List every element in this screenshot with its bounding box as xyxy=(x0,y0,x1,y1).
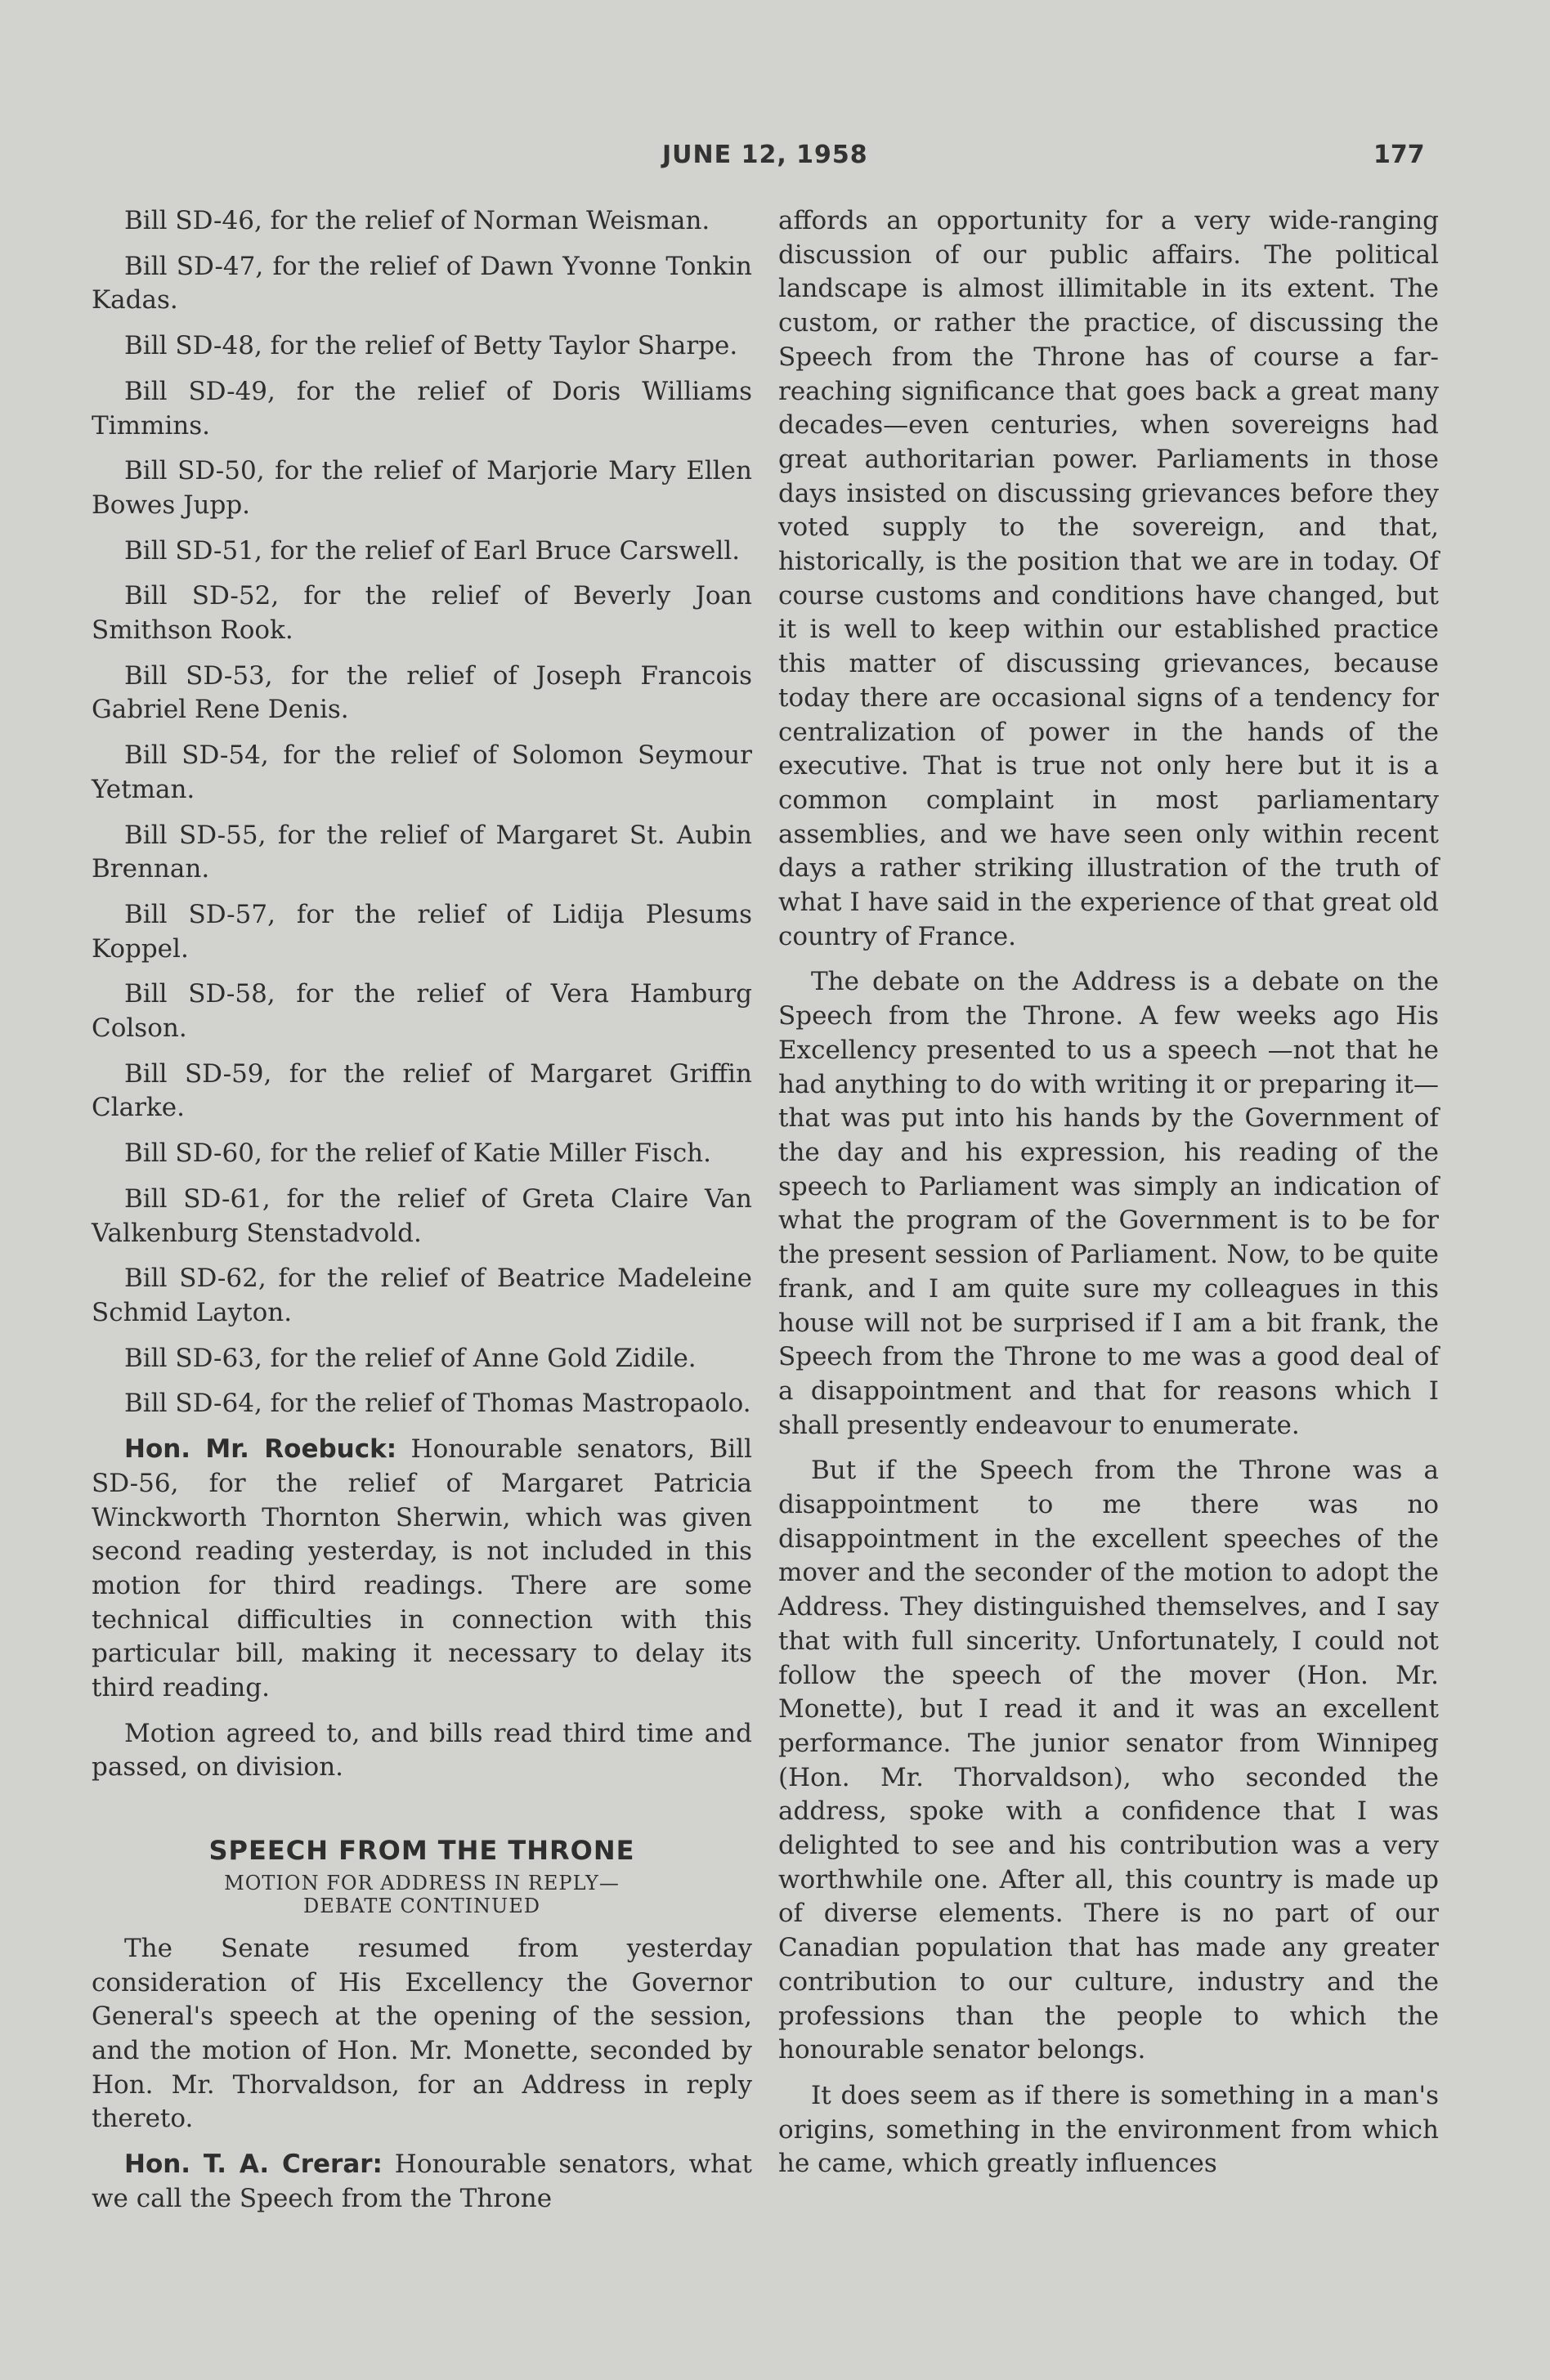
bill-item: Bill SD-49, for the relief of Doris Williams Timmins. xyxy=(92,376,752,441)
bill-item: Bill SD-46, for the relief of Norman Weisman. xyxy=(124,206,710,235)
senate-resumed-paragraph: The Senate resumed from yesterday consideration of His Excellency the Governor General's speech at the opening of the session, and the motion of Hon. Mr. Monette, seconded by Hon. Mr. Thorvaldson, for an Address in reply thereto. xyxy=(92,1933,752,2134)
bill-item: Bill SD-63, for the relief of Anne Gold Zidile. xyxy=(124,1343,697,1373)
bill-item: Bill SD-58, for the relief of Vera Hamburg Colson. xyxy=(92,979,752,1044)
body-paragraph: It does seem as if there is something in a man's origins, something in the environment from which he came, which greatly influences xyxy=(778,2080,1439,2179)
bill-item: Bill SD-50, for the relief of Marjorie Mary Ellen Bowes Jupp. xyxy=(92,456,752,520)
page-header xyxy=(0,141,1550,181)
bill-item: Bill SD-59, for the relief of Margaret Griffin Clarke. xyxy=(92,1058,752,1123)
speaker-name: Hon. Mr. Roebuck: xyxy=(124,1434,397,1465)
bill-item: Bill SD-61, for the relief of Greta Claire Van Valkenburg Stenstadvold. xyxy=(92,1183,752,1248)
bill-item: Bill SD-48, for the relief of Betty Taylor Sharpe. xyxy=(124,331,738,361)
bill-item: Bill SD-51, for the relief of Earl Bruce Carswell. xyxy=(124,535,741,566)
roebuck-paragraph xyxy=(92,1433,752,1706)
bill-item: Bill SD-64, for the relief of Thomas Mastropaolo. xyxy=(124,1389,751,1419)
left-column xyxy=(92,204,752,2227)
section-subtitle-line: DEBATE CONTINUED xyxy=(302,1894,541,1917)
bill-item: Bill SD-62, for the relief of Beatrice Madeleine Schmid Layton. xyxy=(92,1264,752,1327)
speech-text: Honourable senators, Bill SD-56, for the relief of Margaret Patricia Winckworth Thornton Sherwin, which was given second reading yesterday, is not included in this motion for third readings. There are some technical difficulties in connection with this particular bill, making it necessary to delay its third reading. xyxy=(92,1434,752,1703)
bill-item: Bill SD-54, for the relief of Solomon Seymour Yetman. xyxy=(92,740,752,804)
bill-item: Bill SD-57, for the relief of Lidija Plesums Koppel. xyxy=(92,899,752,964)
header-date: JUNE 12, 1958 xyxy=(662,141,868,169)
body-paragraph: The debate on the Address is a debate on the Speech from the Throne. A few weeks ago His Excellency presented to us a speech —not that he had anything to do with writing it or preparing it—that was put into his hands by the Government of the day and his expression, his reading of the speech to Parliament was simply an indication of what the program of the Government is to be for the present session of Parliament. Now, to be quite frank, and I am quite sure my colleagues in this house will not be surprised if I am a bit frank, the Speech from the Throne to me was a good deal of a disappointment and that for reasons which I shall presently endeavour to enumerate. xyxy=(778,967,1439,1440)
bill-item: Bill SD-52, for the relief of Beverly Joan Smithson Rook. xyxy=(92,581,752,646)
bill-item: Bill SD-47, for the relief of Dawn Yvonne Tonkin Kadas. xyxy=(92,251,752,315)
bill-item: Bill SD-60, for the relief of Katie Miller Fisch. xyxy=(124,1139,711,1169)
crerar-paragraph xyxy=(92,2148,752,2216)
speaker-name: Hon. T. A. Crerar: xyxy=(124,2150,383,2180)
right-column xyxy=(778,204,1439,2193)
speech-text: Honourable senators, what we call the Speech from the Throne xyxy=(92,2150,752,2213)
section-title: SPEECH FROM THE THRONE xyxy=(208,1835,635,1867)
bill-item: Bill SD-53, for the relief of Joseph Francois Gabriel Rene Denis. xyxy=(92,660,752,725)
section-subtitle xyxy=(92,1872,752,1917)
body-paragraph: But if the Speech from the Throne was a disappointment to me there was no disappointment in the excellent speeches of the mover and the seconder of the motion to adopt the Address. They distinguished themselves, and I say that with full sincerity. Unfortunately, I could not follow the speech of the mover (Hon. Mr. Monette), but I read it and it was an excellent performance. The junior senator from Winnipeg (Hon. Mr. Thorvaldson), who seconded the address, spoke with a confidence that I was delighted to see and his contribution was a very worthwhile one. After all, this country is made up of diverse elements. There is no part of our Canadian population that has made any greater contribution to our culture, industry and the professions than the people to which the honourable senator belongs. xyxy=(778,1456,1439,2065)
motion-agreed-paragraph: Motion agreed to, and bills read third time and passed, on division. xyxy=(92,1718,752,1783)
page-number: 177 xyxy=(1373,141,1425,169)
section-subtitle-line: MOTION FOR ADDRESS IN REPLY— xyxy=(224,1871,620,1895)
bill-item: Bill SD-55, for the relief of Margaret St. Aubin Brennan. xyxy=(92,820,752,884)
body-paragraph: affords an opportunity for a very wide-ranging discussion of our public affairs. The political landscape is almost illimitable in its extent. The custom, or rather the practice, of discussing the Speech from the Throne has of course a far-reaching significance that goes back a great many decades—even centuries, when sovereigns had great authoritarian power. Parliaments in those days insisted on discussing grievances before they voted supply to the sovereign, and that, historically, is the position that we are in today. Of course customs and conditions have changed, but it is well to keep within our established practice this matter of discussing grievances, because today there are occasional signs of a tendency for centralization of power in the hands of the executive. That is true not only here but it is a common complaint in most parliamentary assemblies, and we have seen only within recent days a rather striking illustration of the truth of what I have said in the experience of that great old country of France. xyxy=(778,206,1439,951)
